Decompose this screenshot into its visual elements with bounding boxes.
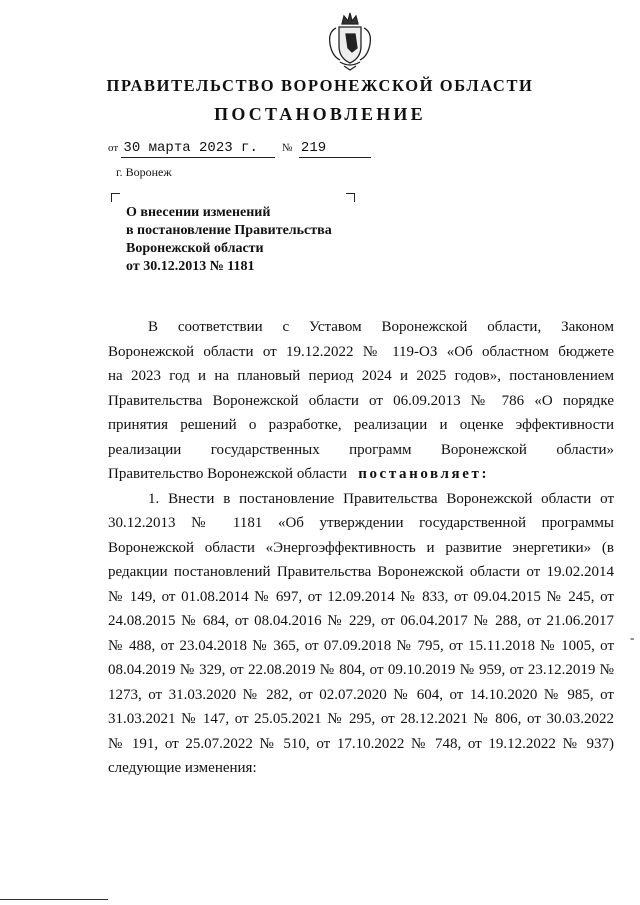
body-line: Воронежской области «Энергоэффективность и развитие энергетики» (в <box>108 539 614 556</box>
body-line: принятия решений о разработке, реализации и оценке эффективности <box>108 417 614 433</box>
body-line: реализации государственных программ Воронежской области» <box>108 441 614 458</box>
margin-mark: - <box>630 630 635 645</box>
body-line: № 191, от 25.07.2022 № 510, от 17.10.2022 № 748, от 19.12.2022 № 937) <box>108 735 614 752</box>
document-number: 219 <box>299 140 371 158</box>
body-line: 1. Внести в постановление Правительства Воронежской области от <box>148 490 614 507</box>
body-line: 24.08.2015 № 684, от 08.04.2016 № 229, от 06.04.2017 № 288, от 21.06.2017 <box>108 613 614 629</box>
document-type: ПОСТАНОВЛЕНИЕ <box>214 104 426 124</box>
title-bracket-left <box>111 193 120 202</box>
title-line: О внесении изменений <box>126 205 271 220</box>
body-line: Воронежской области от 19.12.2022 № 119-ОЗ «Об областном бюджете <box>108 343 614 360</box>
body-line: 30.12.2013 № 1181 «Об утверждении государственной программы <box>108 515 614 531</box>
document-body <box>108 315 614 781</box>
date-prefix: от <box>108 142 119 154</box>
body-line: редакции постановлений Правительства Воронежской области от 19.02.2014 <box>108 564 614 580</box>
decree-subject: Правительство Воронежской области <box>108 466 347 482</box>
document-title <box>126 204 396 276</box>
title-line: Воронежской области <box>126 241 264 256</box>
body-line: 31.03.2021 № 147, от 25.05.2021 № 295, от 28.12.2021 № 806, от 30.03.2022 <box>108 711 614 727</box>
city-line: г. Воронеж <box>116 165 172 179</box>
body-line: 08.04.2019 № 329, от 22.08.2019 № 804, от 09.10.2019 № 959, от 23.12.2019 № <box>108 662 614 678</box>
title-bracket-right <box>346 193 355 202</box>
footnote-separator <box>0 899 108 900</box>
coat-of-arms-emblem <box>322 8 378 74</box>
government-name: ПРАВИТЕЛЬСТВО ВОРОНЕЖСКОЙ ОБЛАСТИ <box>106 76 534 95</box>
date-number-line <box>108 139 371 158</box>
title-line: в постановление Правительства <box>126 223 332 238</box>
body-line: следующие изменения: <box>108 760 257 776</box>
body-line: № 488, от 23.04.2018 № 365, от 07.09.2018 № 795, от 15.11.2018 № 1005, от <box>108 637 614 654</box>
decree-verb: постановляет: <box>358 466 490 482</box>
body-line: на 2023 год и на плановый период 2024 и 2025 годов», постановлением <box>108 368 614 384</box>
body-line-decree <box>108 462 614 487</box>
body-line: В соответствии с Уставом Воронежской области, Законом <box>148 319 614 335</box>
number-prefix: № <box>281 142 293 154</box>
document-date: 30 марта 2023 г. <box>121 140 275 158</box>
body-line: Правительства Воронежской области от 06.09.2013 № 786 «О порядке <box>108 392 614 409</box>
body-line: № 149, от 01.08.2014 № 697, от 12.09.2014 № 833, от 09.04.2015 № 245, от <box>108 588 614 605</box>
body-line: 1273, от 31.03.2020 № 282, от 02.07.2020 № 604, от 14.10.2020 № 985, от <box>108 686 614 703</box>
title-line: от 30.12.2013 № 1181 <box>126 259 255 274</box>
